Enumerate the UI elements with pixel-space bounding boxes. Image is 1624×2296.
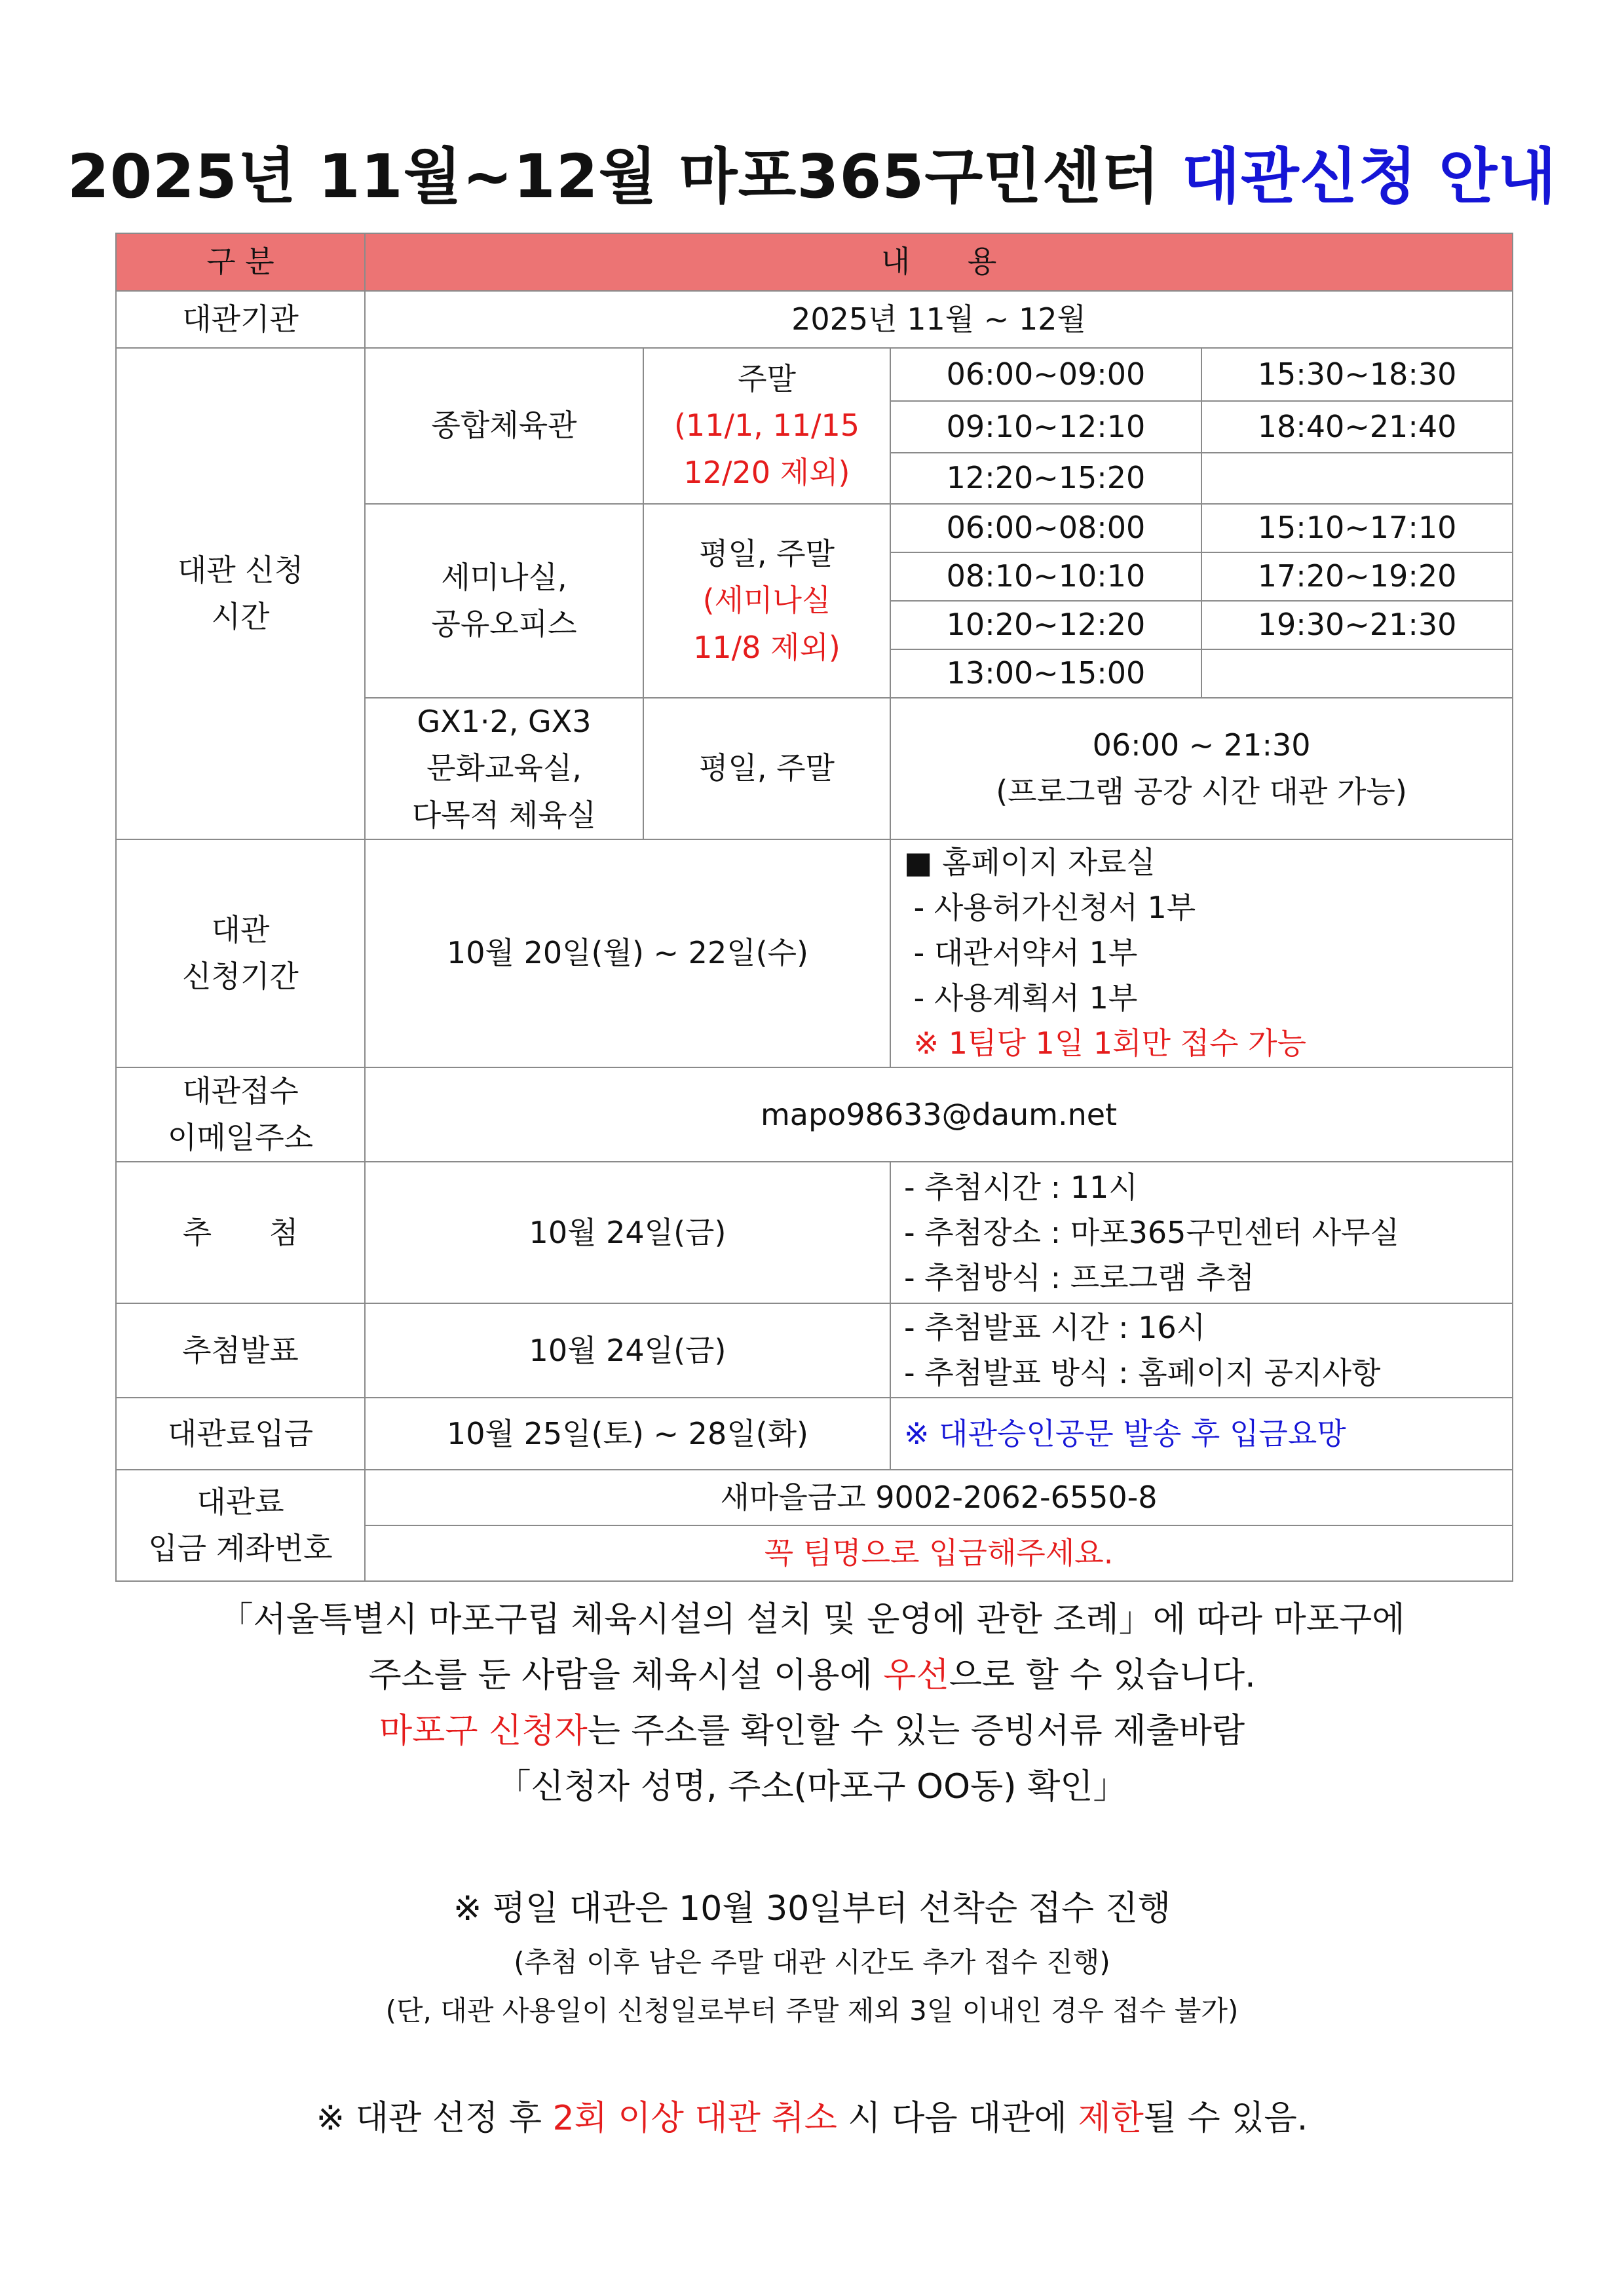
email-value[interactable]: mapo98633@daum.net: [365, 1067, 1513, 1162]
time-slot: 09:10~12:10: [890, 401, 1201, 453]
weekend-extra-notice: (추첨 이후 남은 주말 대관 시간도 추가 접수 진행): [514, 1946, 1110, 1978]
cancellation-notice: ※ 대관 선정 후 2회 이상 대관 취소 시 다음 대관에 제한될 수 있음.: [316, 2099, 1308, 2138]
period-value: 2025년 11월 ~ 12월: [365, 291, 1513, 348]
seminar-name: 세미나실, 공유오피스: [365, 504, 643, 698]
announce-details: - 추첨발표 시간 : 16시 - 추첨발표 방식 : 홈페이지 공지사항: [890, 1303, 1513, 1398]
time-slot: [1201, 649, 1513, 698]
title-text: 2025년 11월~12월 마포365구민센터: [67, 142, 1182, 212]
header-content: 내 용: [365, 233, 1513, 291]
time-slot: 06:00~09:00: [890, 348, 1201, 401]
time-slot: 19:30~21:30: [1201, 601, 1513, 649]
time-slot: 15:10~17:10: [1201, 504, 1513, 552]
lottery-date: 10월 24일(금): [365, 1162, 890, 1303]
apply-period-label: 대관 신청기간: [116, 839, 365, 1067]
gym-days: 주말 (11/1, 11/15 12/20 제외): [643, 348, 890, 504]
payment-note: ※ 대관승인공문 발송 후 입금요망: [890, 1398, 1513, 1470]
time-slot: 08:10~10:10: [890, 552, 1201, 601]
seminar-days: 평일, 주말 (세미나실 11/8 제외): [643, 504, 890, 698]
table-row: [116, 839, 1513, 1067]
table-row: [116, 1470, 1513, 1525]
period-label: 대관기관: [116, 291, 365, 348]
apply-documents: ■ 홈페이지 자료실 - 사용허가신청서 1부 - 대관서약서 1부 - 사용계획서 1부 ※ 1팀당 1일 1회만 접수 가능: [890, 839, 1513, 1067]
weekday-notice: ※ 평일 대관은 10월 30일부터 선착순 접수 진행: [453, 1889, 1171, 1928]
table-row: [116, 291, 1513, 348]
lottery-label: 추 첨: [116, 1162, 365, 1303]
time-slot: 10:20~12:20: [890, 601, 1201, 649]
gx-name: GX1·2, GX3 문화교육실, 다목적 체육실: [365, 698, 643, 839]
table-row: [116, 348, 1513, 401]
time-slot: 18:40~21:40: [1201, 401, 1513, 453]
time-slot: 17:20~19:20: [1201, 552, 1513, 601]
table-row: [116, 1067, 1513, 1162]
apply-period-value: 10월 20일(월) ~ 22일(수): [365, 839, 890, 1067]
gx-days: 평일, 주말: [643, 698, 890, 839]
account-number: 새마을금고 9002-2062-6550-8: [365, 1470, 1513, 1525]
time-slot: [1201, 453, 1513, 504]
gx-time: 06:00 ~ 21:30 (프로그램 공강 시간 대관 가능): [890, 698, 1513, 839]
page-title: [0, 128, 1624, 215]
payment-label: 대관료입금: [116, 1398, 365, 1470]
time-slot: 12:20~15:20: [890, 453, 1201, 504]
email-label: 대관접수 이메일주소: [116, 1067, 365, 1162]
time-slot: 06:00~08:00: [890, 504, 1201, 552]
payment-date: 10월 25일(토) ~ 28일(화): [365, 1398, 890, 1470]
table-row: [116, 1398, 1513, 1470]
account-label: 대관료 입금 계좌번호: [116, 1470, 365, 1581]
rental-info-table: [115, 233, 1513, 1582]
table-row: [116, 1162, 1513, 1303]
ordinance-notice: 「서울특별시 마포구립 체육시설의 설치 및 운영에 관한 조례」에 따라 마포구에 주소를 둔 사람을 체육시설 이용에 우선으로 할 수 있습니다. 마포구 신청자는 주소를 확인할 수 있는 증빙서류 제출바람 「신청자 성명, 주소(마포구 OO동) 확인」: [219, 1600, 1405, 1807]
header-category: 구 분: [116, 233, 365, 291]
apply-time-label: 대관 신청 시간: [116, 348, 365, 839]
gym-name: 종합체육관: [365, 348, 643, 504]
time-slot: 15:30~18:30: [1201, 348, 1513, 401]
lottery-details: - 추첨시간 : 11시 - 추첨장소 : 마포365구민센터 사무실 - 추첨방식 : 프로그램 추첨: [890, 1162, 1513, 1303]
announce-label: 추첨발표: [116, 1303, 365, 1398]
announce-date: 10월 24일(금): [365, 1303, 890, 1398]
account-note: 꼭 팀명으로 입금해주세요.: [365, 1525, 1513, 1581]
table-row: [116, 1303, 1513, 1398]
restriction-notice: (단, 대관 사용일이 신청일로부터 주말 제외 3일 이내인 경우 접수 불가): [385, 1995, 1239, 2027]
title-highlight: 대관신청 안내: [1181, 142, 1557, 212]
time-slot: 13:00~15:00: [890, 649, 1201, 698]
table-header-row: [116, 233, 1513, 291]
